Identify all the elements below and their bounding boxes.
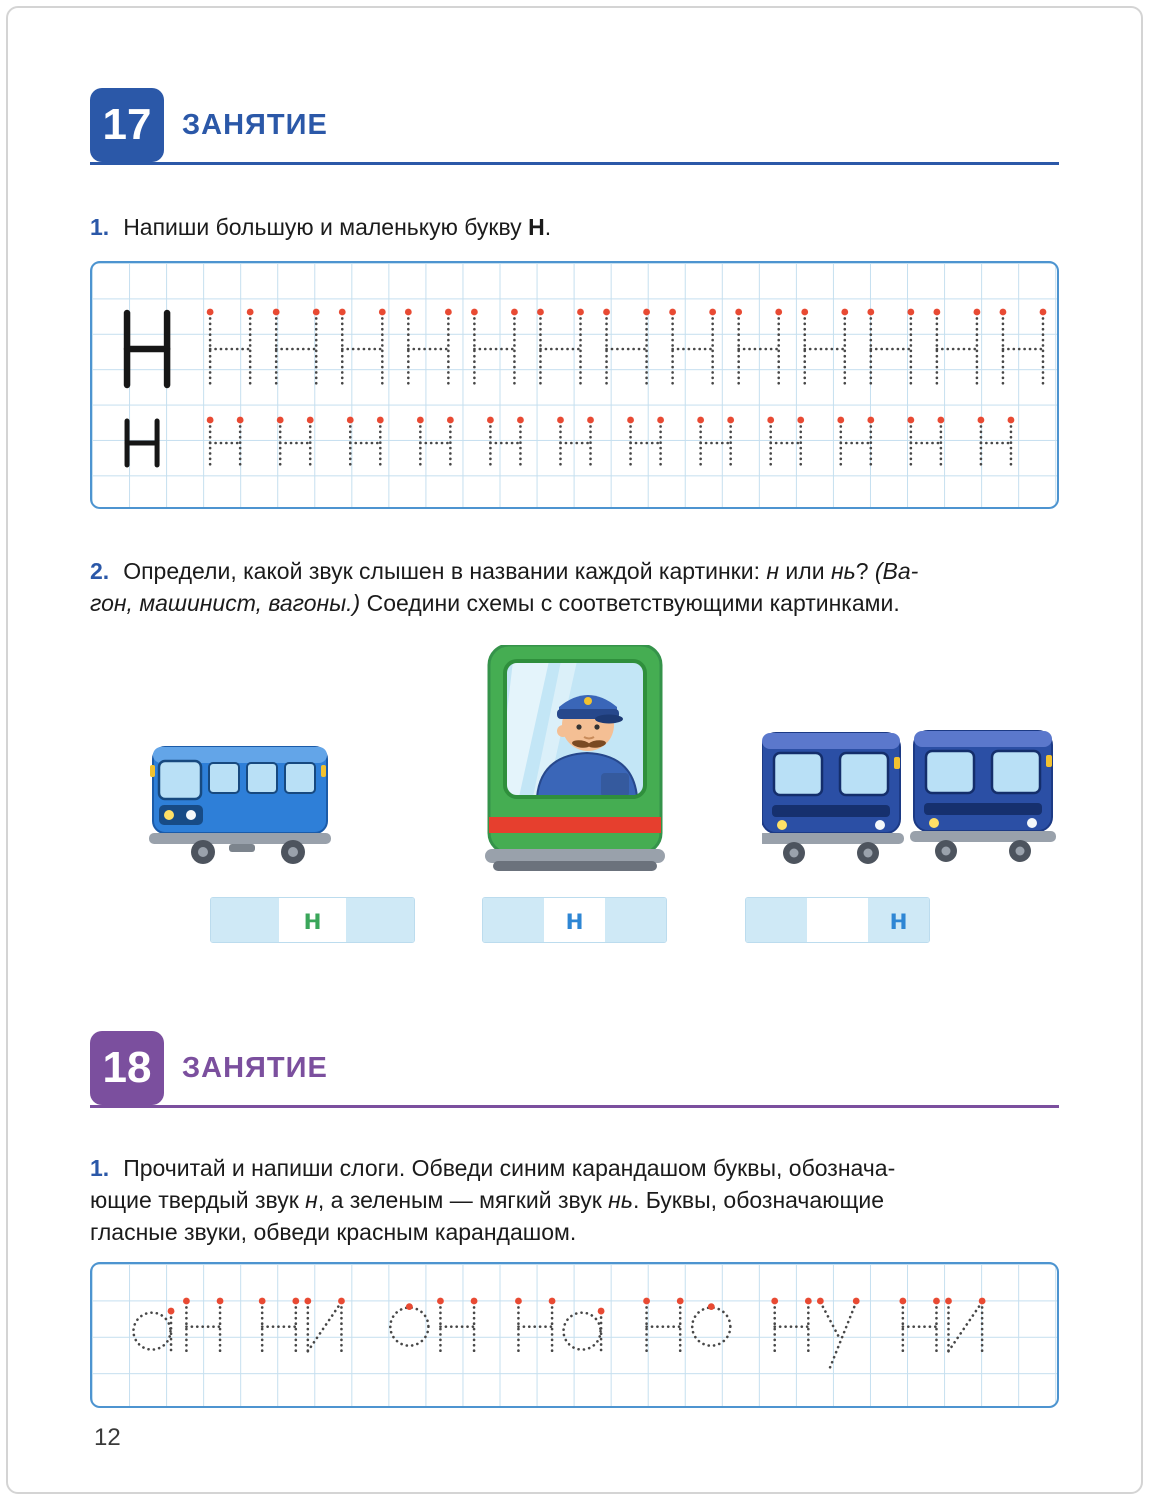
lesson-18-divider — [90, 1105, 1059, 1108]
task-text: Напиши большую и маленькую букву Н. — [123, 214, 552, 240]
scheme-cell — [605, 898, 666, 942]
traced-letters-grid-1 — [92, 263, 1057, 507]
sound-schemes-row — [90, 897, 1059, 943]
lesson-17-badge — [90, 88, 164, 162]
lesson-18-number: 18 — [102, 1043, 152, 1092]
scheme-letter: н — [565, 903, 584, 936]
page-number: 12 — [94, 1424, 121, 1451]
scheme-cell — [279, 898, 347, 942]
scheme-box-2 — [482, 897, 667, 943]
writing-grid-letter-n — [90, 261, 1059, 509]
pictures-row — [90, 645, 1059, 873]
scheme-cell — [483, 898, 544, 942]
scheme-cell — [868, 898, 929, 942]
writing-grid-syllables — [90, 1262, 1059, 1408]
lesson-17-divider — [90, 162, 1059, 165]
lesson-18-task-1 — [90, 1152, 1059, 1248]
lesson-17-title: ЗАНЯТИЕ — [182, 108, 328, 141]
scheme-cell — [544, 898, 605, 942]
wagon-illustration — [145, 721, 335, 873]
lesson-17-task-1 — [90, 211, 1059, 243]
task-number: 2. — [90, 558, 110, 584]
traced-syllables-grid-2 — [92, 1264, 1057, 1406]
machinist-illustration — [485, 645, 665, 873]
lesson-17-task-2 — [90, 555, 1059, 619]
lesson-18-header — [90, 1031, 1059, 1105]
scheme-letter: н — [303, 903, 322, 936]
scheme-cell — [807, 898, 868, 942]
task-number: 1. — [90, 1155, 110, 1181]
scheme-letter: н — [889, 903, 908, 936]
lesson-17-header — [90, 88, 1059, 162]
scheme-box-3 — [745, 897, 930, 943]
picture-wagons — [759, 721, 1059, 873]
scheme-box-1 — [210, 897, 415, 943]
scheme-cell — [211, 898, 279, 942]
task-text: Определи, какой звук слышен в названии каждой картинки: н или нь? (Ва- гон, машинист, вагоны.) Соедини схемы с соответствующими картинками. — [90, 558, 919, 616]
task-number: 1. — [90, 214, 110, 240]
wagons-illustration — [762, 721, 1057, 873]
lesson-17-number: 17 — [102, 100, 152, 149]
scheme-cell — [346, 898, 414, 942]
scheme-cell — [746, 898, 807, 942]
picture-machinist — [460, 645, 690, 873]
picture-wagon — [90, 721, 390, 873]
lesson-18-badge — [90, 1031, 164, 1105]
lesson-18-title: ЗАНЯТИЕ — [182, 1051, 328, 1084]
task-text: Прочитай и напиши слоги. Обведи синим карандашом буквы, обознача- ющие твердый звук н, а зеленым — мягкий звук нь. Буквы, обозначающие гласные звуки, обведи красным карандашом. — [90, 1155, 896, 1245]
